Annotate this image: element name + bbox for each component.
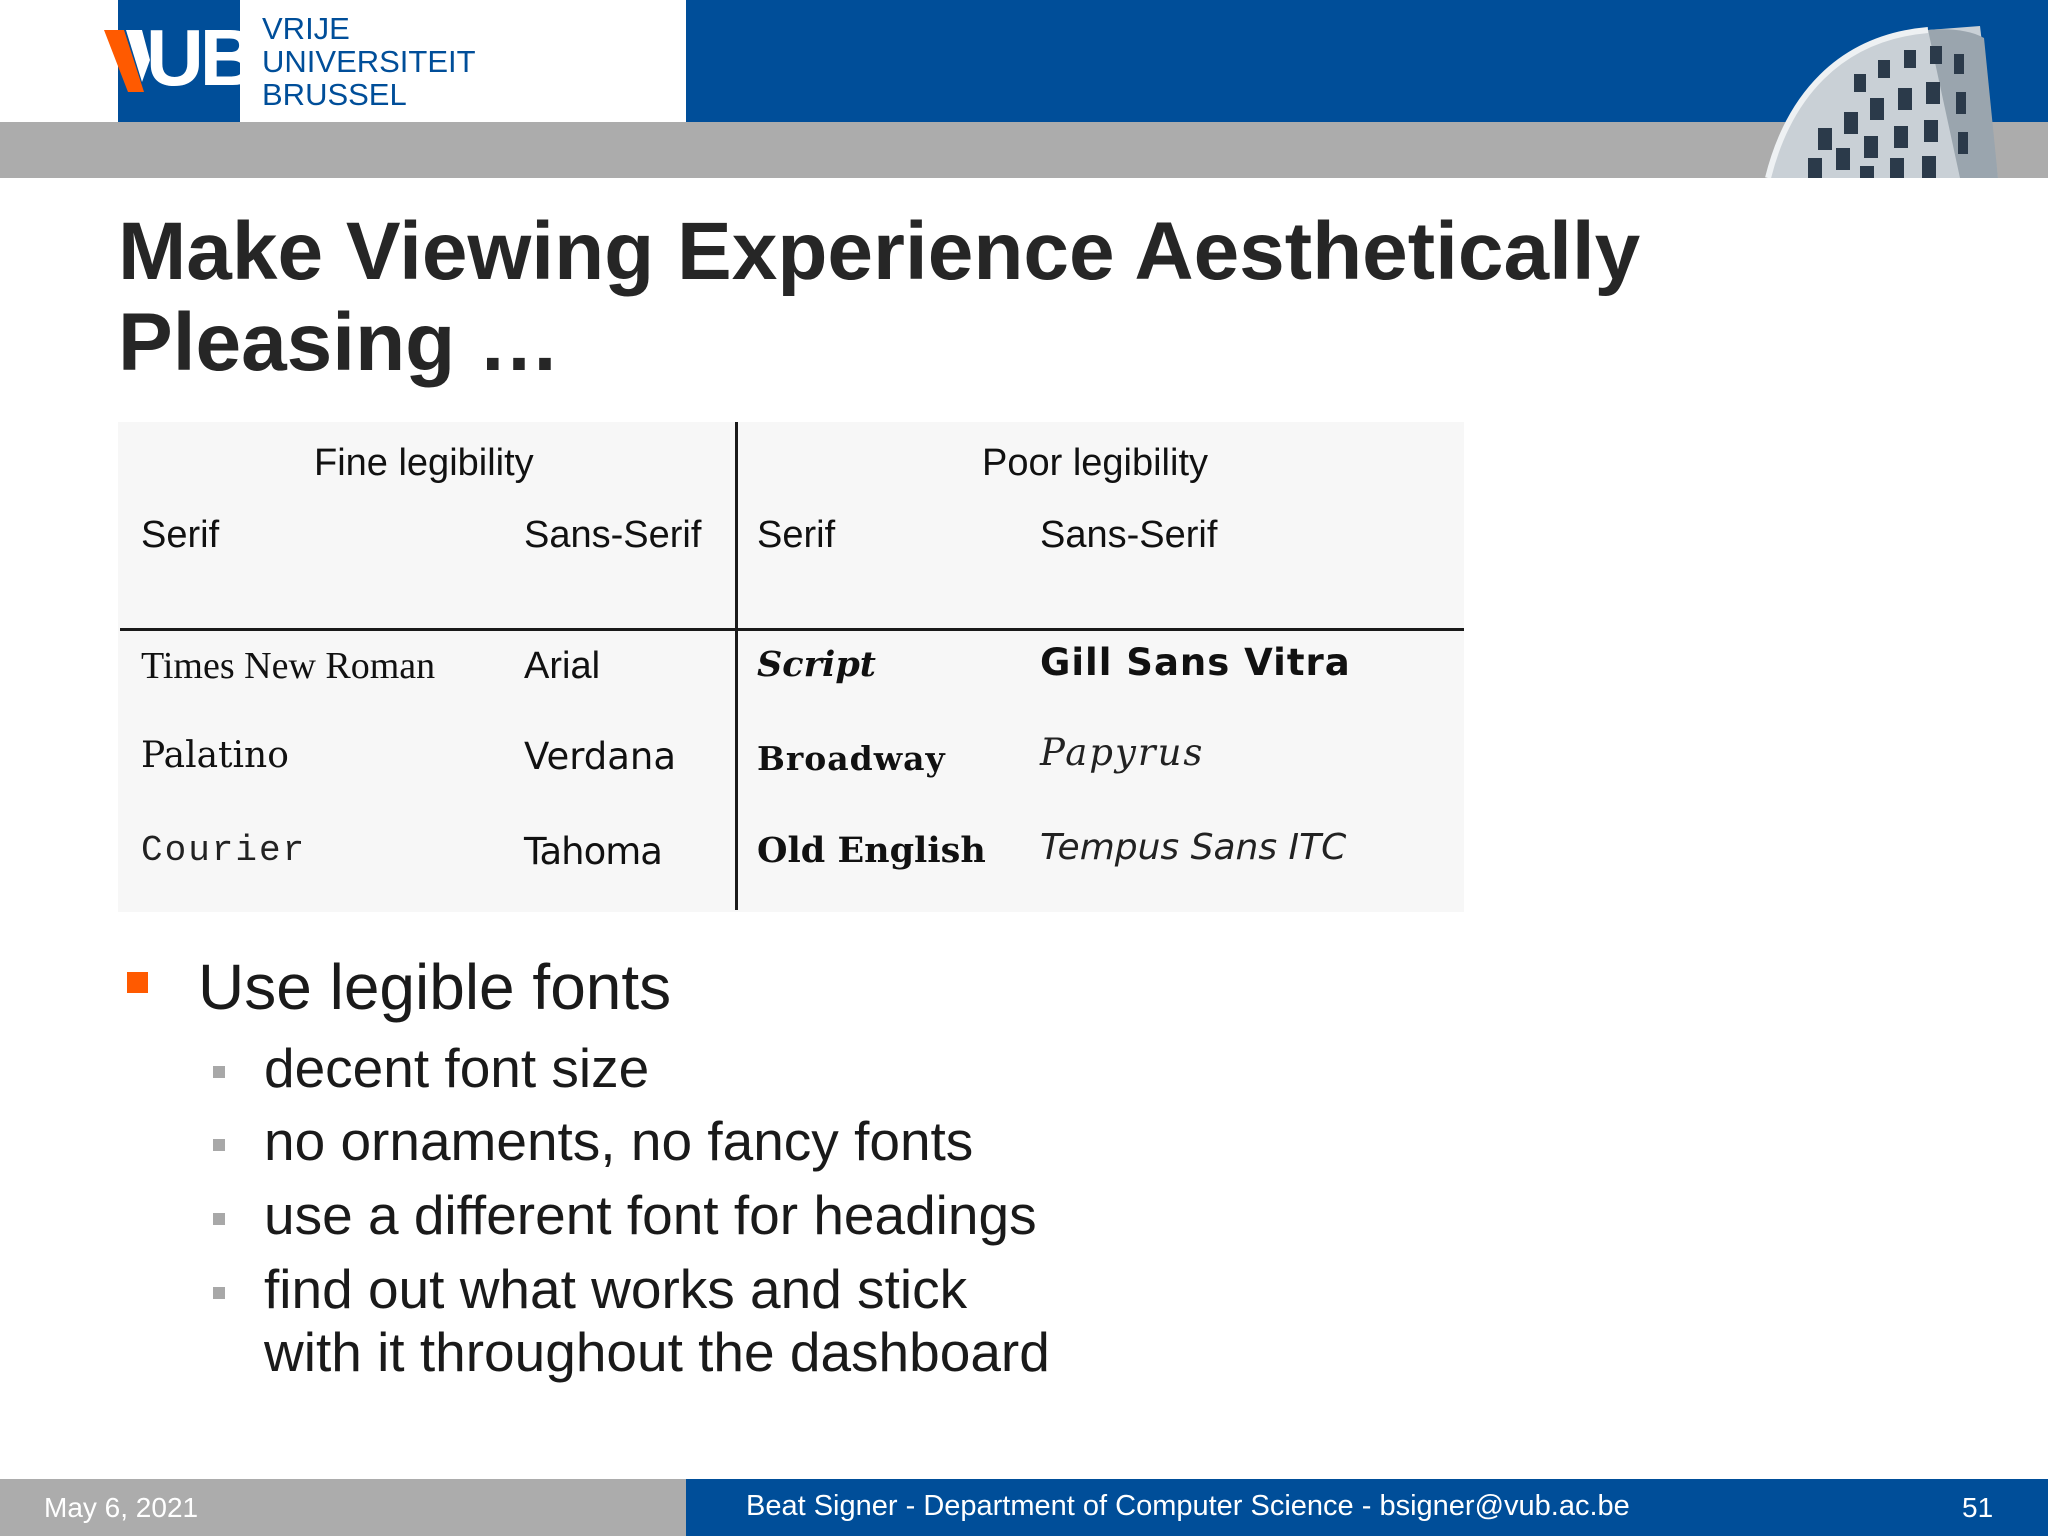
font-sample-courier: Courier	[141, 830, 307, 871]
column-header: Sans-Serif	[524, 514, 702, 556]
sub-bullet-text: decent font size	[264, 1037, 650, 1099]
sub-bullet-text-continuation: with it throughout the dashboard	[264, 1321, 1050, 1383]
group-header-fine-legibility: Fine legibility	[314, 442, 534, 484]
footer-author-info: Beat Signer - Department of Computer Science - bsigner@vub.ac.be	[746, 1490, 1630, 1522]
university-name-line: BRUSSEL	[262, 77, 407, 112]
logo-ub-letters: UB	[146, 13, 254, 102]
grey-square-bullet-icon	[213, 1287, 225, 1299]
orange-square-bullet-icon	[127, 972, 148, 993]
group-header-poor-legibility: Poor legibility	[982, 442, 1208, 484]
grey-square-bullet-icon	[213, 1139, 225, 1151]
sub-bullet-text: no ornaments, no fancy fonts	[264, 1110, 974, 1172]
main-bullet-text: Use legible fonts	[198, 951, 672, 1023]
footer-page-number: 51	[1962, 1492, 1994, 1523]
font-sample-broadway: Broadway	[757, 739, 946, 778]
font-sample-arial: Arial	[524, 645, 601, 687]
slide-title-line-1: Make Viewing Experience Aesthetically	[118, 206, 1641, 297]
logo-text	[146, 13, 254, 102]
font-sample-tempus-sans-itc: Tempus Sans ITC	[1040, 827, 1347, 868]
table-horizontal-divider	[120, 628, 1464, 631]
slide-title	[118, 206, 1918, 388]
header-grey-band	[0, 122, 2048, 178]
sub-bullet-text: find out what works and stick	[264, 1258, 968, 1320]
campus-building-image	[1748, 8, 1998, 178]
grey-square-bullet-icon	[213, 1213, 225, 1225]
footer-date: May 6, 2021	[44, 1492, 199, 1523]
table-vertical-divider	[735, 422, 738, 910]
university-name-line: VRIJE	[262, 11, 350, 46]
university-name	[262, 12, 476, 111]
column-header: Serif	[141, 514, 220, 556]
slide-title-line-2: Pleasing …	[118, 297, 561, 388]
university-name-line: UNIVERSITEIT	[262, 44, 476, 79]
font-sample-old-english: Old English	[757, 830, 986, 871]
column-header: Sans-Serif	[1040, 514, 1218, 556]
font-sample-palatino: Palatino	[141, 735, 289, 776]
font-sample-times-new-roman: Times New Roman	[141, 645, 436, 687]
font-sample-script: Script	[757, 644, 876, 685]
font-sample-gill-sans-vitra: Gill Sans Vitra	[1040, 641, 1351, 684]
font-sample-tahoma: Tahoma	[524, 830, 662, 873]
font-sample-verdana: Verdana	[524, 735, 677, 778]
font-sample-papyrus: Papyrus	[1040, 731, 1205, 774]
column-header: Serif	[757, 514, 836, 556]
sub-bullet-text: use a different font for headings	[264, 1184, 1037, 1246]
grey-square-bullet-icon	[213, 1066, 225, 1078]
